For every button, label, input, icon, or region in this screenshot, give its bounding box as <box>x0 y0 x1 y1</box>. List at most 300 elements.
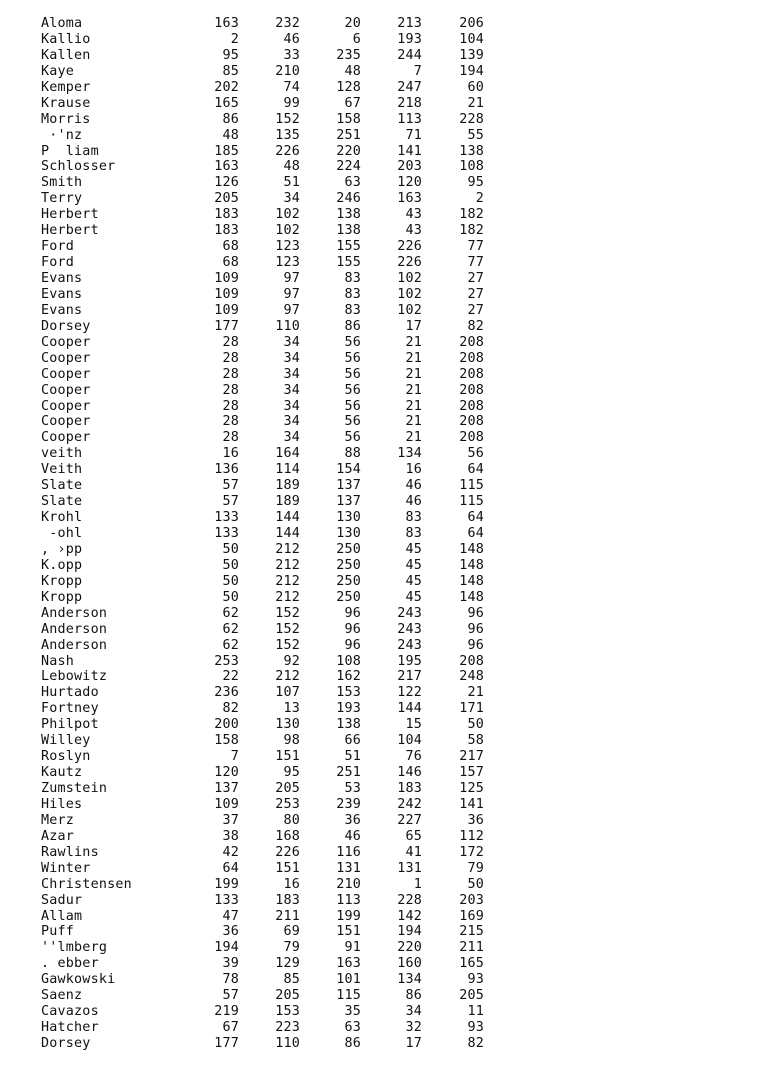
row-value-1: 236 <box>214 685 239 701</box>
row-value-3: 246 <box>336 191 361 207</box>
row-value-1: 137 <box>214 781 239 796</box>
cut-off-row <box>41 1059 501 1065</box>
row-value-5: 125 <box>459 781 484 796</box>
row-value-2: 152 <box>275 605 300 621</box>
row-value-5: 141 <box>459 796 484 812</box>
row-value-1: 109 <box>214 286 239 302</box>
row-value-3: 66 <box>344 733 361 749</box>
row-value-3: 115 <box>336 988 361 1004</box>
row-value-4: 21 <box>405 414 422 430</box>
row-value-4: 146 <box>397 765 422 781</box>
row-value-2: 205 <box>275 988 300 1004</box>
row-name: Dorsey <box>41 1036 91 1051</box>
table-row <box>41 255 501 271</box>
row-value-3: 96 <box>344 637 361 653</box>
row-value-3: 51 <box>344 749 361 765</box>
row-value-1: 120 <box>214 765 239 781</box>
row-name: Christensen <box>41 876 132 892</box>
row-name: Kaye <box>41 63 75 79</box>
table-row <box>41 191 501 207</box>
row-value-3: 35 <box>344 1004 361 1020</box>
row-value-5: 104 <box>459 31 484 47</box>
row-name: Krause <box>41 95 91 111</box>
row-value-4: 1 <box>413 876 422 892</box>
row-name: Philpot <box>41 717 99 733</box>
row-value-5: 208 <box>459 366 484 382</box>
row-value-2: 212 <box>275 557 300 573</box>
row-value-1: 37 <box>222 812 239 828</box>
row-name: Cooper <box>41 366 91 382</box>
row-value-4: 15 <box>405 717 422 733</box>
row-value-1: 50 <box>222 557 239 573</box>
row-value-3: 131 <box>336 860 361 876</box>
row-value-2: 34 <box>283 191 300 207</box>
row-name: Ford <box>41 255 75 271</box>
row-value-5: 182 <box>459 223 484 239</box>
row-name: Merz <box>41 812 75 828</box>
table-row <box>41 940 501 956</box>
row-value-3: 138 <box>336 717 361 733</box>
row-name: Herbert <box>41 207 99 223</box>
row-name: Zumstein <box>41 781 108 796</box>
row-value-3: 53 <box>344 781 361 796</box>
row-value-4: 21 <box>405 366 422 382</box>
row-value-2: 99 <box>283 95 300 111</box>
row-value-3: 130 <box>336 510 361 526</box>
row-value-3: 250 <box>336 589 361 605</box>
table-row <box>41 175 501 191</box>
row-value-5: 58 <box>467 733 484 749</box>
table-row <box>41 303 501 319</box>
row-value-2: 130 <box>275 717 300 733</box>
row-value-3: 151 <box>336 924 361 940</box>
row-value-2: 210 <box>275 63 300 79</box>
table-row <box>41 669 501 685</box>
row-value-4: 21 <box>405 334 422 350</box>
row-value-5: 96 <box>467 621 484 637</box>
row-value-5: 95 <box>467 175 484 191</box>
row-value-3: 210 <box>336 876 361 892</box>
table-row <box>41 335 501 351</box>
row-value-1: 36 <box>222 924 239 940</box>
row-value-3: 116 <box>336 844 361 860</box>
row-value-4: 102 <box>397 271 422 286</box>
table-row <box>41 399 501 415</box>
row-name: Rawlins <box>41 844 99 860</box>
row-value-1: 47 <box>222 908 239 924</box>
row-name: Evans <box>41 302 83 318</box>
row-value-4: 86 <box>405 988 422 1004</box>
row-value-4: 122 <box>397 685 422 701</box>
row-value-1: 194 <box>214 940 239 956</box>
row-value-4: 193 <box>397 31 422 47</box>
row-value-1: 95 <box>222 47 239 63</box>
row-name: Fortney <box>41 701 99 717</box>
row-value-3: 56 <box>344 382 361 398</box>
row-value-2: 212 <box>275 573 300 589</box>
row-value-3: 86 <box>344 1036 361 1051</box>
row-value-2: 46 <box>283 31 300 47</box>
row-value-4: 83 <box>405 510 422 526</box>
table-row <box>41 510 501 526</box>
row-value-1: 42 <box>222 844 239 860</box>
row-name: Nash <box>41 653 75 669</box>
row-value-1: 16 <box>222 446 239 462</box>
row-value-5: 194 <box>459 63 484 79</box>
row-name: Smith <box>41 175 83 191</box>
row-value-4: 247 <box>397 79 422 95</box>
row-value-2: 98 <box>283 733 300 749</box>
row-value-4: 102 <box>397 286 422 302</box>
row-value-3: 6 <box>352 31 361 47</box>
row-value-3: 20 <box>344 16 361 31</box>
row-value-5: 96 <box>467 637 484 653</box>
row-value-1: 28 <box>222 334 239 350</box>
row-name: Allam <box>41 908 83 924</box>
row-name: Terry <box>41 191 83 207</box>
row-value-1: 62 <box>222 621 239 637</box>
row-name: . ebber <box>41 956 99 972</box>
row-name: Azar <box>41 828 75 844</box>
row-name: Schlosser <box>41 159 116 175</box>
row-value-1: 28 <box>222 398 239 414</box>
row-value-4: 163 <box>397 191 422 207</box>
table-row <box>41 909 501 925</box>
row-value-5: 228 <box>459 111 484 127</box>
row-value-4: 21 <box>405 382 422 398</box>
row-name: Veith <box>41 462 83 478</box>
table-row <box>41 414 501 430</box>
row-name: Winter <box>41 860 91 876</box>
table-row <box>41 733 501 749</box>
row-value-5: 171 <box>459 701 484 717</box>
row-value-1: 136 <box>214 462 239 478</box>
row-value-4: 65 <box>405 828 422 844</box>
row-value-4: 203 <box>397 159 422 175</box>
row-value-1: 199 <box>214 876 239 892</box>
row-value-1: 50 <box>222 573 239 589</box>
row-value-1: 200 <box>214 717 239 733</box>
table-row <box>41 1036 501 1052</box>
row-value-5: 169 <box>459 908 484 924</box>
row-value-1: 62 <box>222 605 239 621</box>
table-row <box>41 207 501 223</box>
row-value-1: 133 <box>214 892 239 908</box>
row-value-4: 134 <box>397 446 422 462</box>
row-name: Kropp <box>41 573 83 589</box>
row-value-4: 244 <box>397 47 422 63</box>
row-value-5: 82 <box>467 1036 484 1051</box>
row-value-2: 211 <box>275 908 300 924</box>
row-value-1: 163 <box>214 16 239 31</box>
row-name: Willey <box>41 733 91 749</box>
row-value-3: 56 <box>344 350 361 366</box>
row-value-5: 77 <box>467 255 484 271</box>
row-value-3: 199 <box>336 908 361 924</box>
row-value-3: 96 <box>344 621 361 637</box>
row-value-1: 28 <box>222 382 239 398</box>
row-value-2: 153 <box>275 1004 300 1020</box>
row-value-5: 56 <box>467 446 484 462</box>
row-value-5: 138 <box>459 143 484 159</box>
row-value-2: 97 <box>283 271 300 286</box>
row-value-5: 208 <box>459 430 484 446</box>
table-row <box>41 877 501 893</box>
row-value-4: 21 <box>405 430 422 446</box>
table-row <box>41 717 501 733</box>
row-name: Slate <box>41 494 83 510</box>
row-value-2: 102 <box>275 223 300 239</box>
row-value-2: 226 <box>275 143 300 159</box>
row-name: Sadur <box>41 892 83 908</box>
row-name: Kautz <box>41 765 83 781</box>
row-name: Cavazos <box>41 1004 99 1020</box>
row-value-3: 101 <box>336 972 361 988</box>
table-row <box>41 701 501 717</box>
row-value-1: 183 <box>214 223 239 239</box>
row-value-2: 232 <box>275 16 300 31</box>
table-row <box>41 144 501 160</box>
row-value-1: 202 <box>214 79 239 95</box>
row-value-2: 129 <box>275 956 300 972</box>
row-value-4: 45 <box>405 589 422 605</box>
row-value-2: 34 <box>283 414 300 430</box>
table-row <box>41 96 501 112</box>
row-name: , ›pp <box>41 541 83 557</box>
row-name: Evans <box>41 286 83 302</box>
row-value-1: 165 <box>214 95 239 111</box>
table-row <box>41 16 501 32</box>
row-value-5: 182 <box>459 207 484 223</box>
row-value-1: 253 <box>214 653 239 669</box>
row-value-1: 109 <box>214 271 239 286</box>
row-value-5: 50 <box>467 717 484 733</box>
row-value-1: 78 <box>222 972 239 988</box>
row-value-3: 56 <box>344 334 361 350</box>
row-value-1: 183 <box>214 207 239 223</box>
table-row <box>41 638 501 654</box>
row-name: -ohl <box>41 526 83 541</box>
table-row <box>41 1004 501 1020</box>
row-value-2: 205 <box>275 781 300 796</box>
row-value-2: 51 <box>283 175 300 191</box>
row-value-2: 95 <box>283 765 300 781</box>
row-value-4: 195 <box>397 653 422 669</box>
row-value-3: 83 <box>344 302 361 318</box>
table-row <box>41 861 501 877</box>
table-row <box>41 462 501 478</box>
row-value-5: 172 <box>459 844 484 860</box>
row-value-5: 96 <box>467 605 484 621</box>
table-row <box>41 956 501 972</box>
table-row <box>41 765 501 781</box>
row-name: Lebowitz <box>41 669 108 685</box>
row-value-2: 34 <box>283 382 300 398</box>
row-value-2: 135 <box>275 127 300 143</box>
table-row <box>41 239 501 255</box>
row-value-5: 93 <box>467 972 484 988</box>
table-row <box>41 478 501 494</box>
row-value-2: 74 <box>283 79 300 95</box>
row-value-4: 218 <box>397 95 422 111</box>
table-row <box>41 112 501 128</box>
row-value-3: 83 <box>344 271 361 286</box>
row-value-4: 45 <box>405 573 422 589</box>
row-name: Ford <box>41 239 75 255</box>
row-value-3: 235 <box>336 47 361 63</box>
row-value-4: 226 <box>397 239 422 255</box>
row-value-5: 208 <box>459 398 484 414</box>
row-name: K.opp <box>41 557 83 573</box>
row-value-5: 115 <box>459 478 484 494</box>
row-value-1: 2 <box>230 31 239 47</box>
row-value-5: 64 <box>467 462 484 478</box>
row-value-3: 158 <box>336 111 361 127</box>
row-name: Puff <box>41 924 75 940</box>
row-value-4: 46 <box>405 478 422 494</box>
row-value-2: 97 <box>283 286 300 302</box>
row-value-4: 17 <box>405 1036 422 1051</box>
table-row <box>41 590 501 606</box>
row-value-4: 34 <box>405 1004 422 1020</box>
row-value-4: 131 <box>397 860 422 876</box>
row-value-5: 248 <box>459 669 484 685</box>
row-value-1: 62 <box>222 637 239 653</box>
row-value-3: 36 <box>344 812 361 828</box>
row-value-3: 56 <box>344 430 361 446</box>
row-value-3: 46 <box>344 828 361 844</box>
row-name: Gawkowski <box>41 972 116 988</box>
row-name: Anderson <box>41 605 108 621</box>
table-row <box>41 685 501 701</box>
row-value-4: 43 <box>405 223 422 239</box>
table-row <box>41 654 501 670</box>
row-value-3: 163 <box>336 956 361 972</box>
row-value-4: 7 <box>413 63 422 79</box>
table-row <box>41 446 501 462</box>
table-row <box>41 606 501 622</box>
row-value-5: 36 <box>467 812 484 828</box>
row-value-5: 208 <box>459 350 484 366</box>
row-value-3: 250 <box>336 557 361 573</box>
row-value-1: 7 <box>230 749 239 765</box>
row-name: Morris <box>41 111 91 127</box>
row-value-1: 177 <box>214 1036 239 1051</box>
row-value-4: 41 <box>405 844 422 860</box>
row-value-5: 139 <box>459 47 484 63</box>
row-name: Kropp <box>41 589 83 605</box>
row-value-4: 16 <box>405 462 422 478</box>
table-row <box>41 781 501 797</box>
row-value-4: 141 <box>397 143 422 159</box>
row-value-2: 123 <box>275 255 300 271</box>
row-value-4: 242 <box>397 796 422 812</box>
row-value-2: 79 <box>283 940 300 956</box>
row-value-2: 212 <box>275 589 300 605</box>
row-value-4: 227 <box>397 812 422 828</box>
row-name: veith <box>41 446 83 462</box>
row-value-1: 57 <box>222 494 239 510</box>
row-value-1: 50 <box>222 589 239 605</box>
row-value-1: 39 <box>222 956 239 972</box>
row-value-2: 151 <box>275 749 300 765</box>
row-value-5: 215 <box>459 924 484 940</box>
row-value-1: 82 <box>222 701 239 717</box>
row-value-2: 189 <box>275 478 300 494</box>
table-row <box>41 622 501 638</box>
row-name: Kemper <box>41 79 91 95</box>
row-value-3: 251 <box>336 127 361 143</box>
row-value-2: 226 <box>275 844 300 860</box>
row-value-4: 46 <box>405 494 422 510</box>
row-name: Cooper <box>41 382 91 398</box>
row-value-1: 109 <box>214 302 239 318</box>
row-value-5: 165 <box>459 956 484 972</box>
row-value-3: 128 <box>336 79 361 95</box>
row-name: Hiles <box>41 796 83 812</box>
table-row <box>41 574 501 590</box>
row-value-5: 55 <box>467 127 484 143</box>
row-value-1: 28 <box>222 430 239 446</box>
row-value-1: 38 <box>222 828 239 844</box>
row-value-2: 34 <box>283 334 300 350</box>
row-value-3: 83 <box>344 286 361 302</box>
row-value-4: 144 <box>397 701 422 717</box>
table-row <box>41 271 501 287</box>
row-value-4: 226 <box>397 255 422 271</box>
row-value-4: 183 <box>397 781 422 796</box>
row-value-3: 96 <box>344 605 361 621</box>
row-value-5: 112 <box>459 828 484 844</box>
row-value-1: 158 <box>214 733 239 749</box>
row-value-2: 144 <box>275 510 300 526</box>
row-value-2: 183 <box>275 892 300 908</box>
row-value-3: 239 <box>336 796 361 812</box>
row-value-4: 76 <box>405 749 422 765</box>
row-name: Slate <box>41 478 83 494</box>
row-value-5: 115 <box>459 494 484 510</box>
row-value-4: 243 <box>397 621 422 637</box>
row-value-5: 82 <box>467 318 484 334</box>
row-value-1: 57 <box>222 988 239 1004</box>
row-value-5: 64 <box>467 526 484 541</box>
row-value-5: 203 <box>459 892 484 908</box>
row-value-2: 48 <box>283 159 300 175</box>
table-row <box>41 430 501 446</box>
row-value-3: 113 <box>336 892 361 908</box>
row-value-3: 251 <box>336 765 361 781</box>
row-value-4: 217 <box>397 669 422 685</box>
row-value-5: 148 <box>459 557 484 573</box>
row-value-5: 11 <box>467 1004 484 1020</box>
row-value-4: 220 <box>397 940 422 956</box>
row-value-1: 68 <box>222 239 239 255</box>
table-row <box>41 797 501 813</box>
row-value-4: 243 <box>397 637 422 653</box>
row-value-1: 185 <box>214 143 239 159</box>
row-value-5: 208 <box>459 653 484 669</box>
row-value-2: 152 <box>275 637 300 653</box>
row-value-4: 104 <box>397 733 422 749</box>
row-name: Kallen <box>41 47 91 63</box>
row-name: P liam <box>41 143 99 159</box>
row-value-2: 144 <box>275 526 300 541</box>
row-name: ·'nz <box>41 127 83 143</box>
row-value-2: 16 <box>283 876 300 892</box>
row-name: Cooper <box>41 334 91 350</box>
row-value-2: 85 <box>283 972 300 988</box>
table-row <box>41 48 501 64</box>
